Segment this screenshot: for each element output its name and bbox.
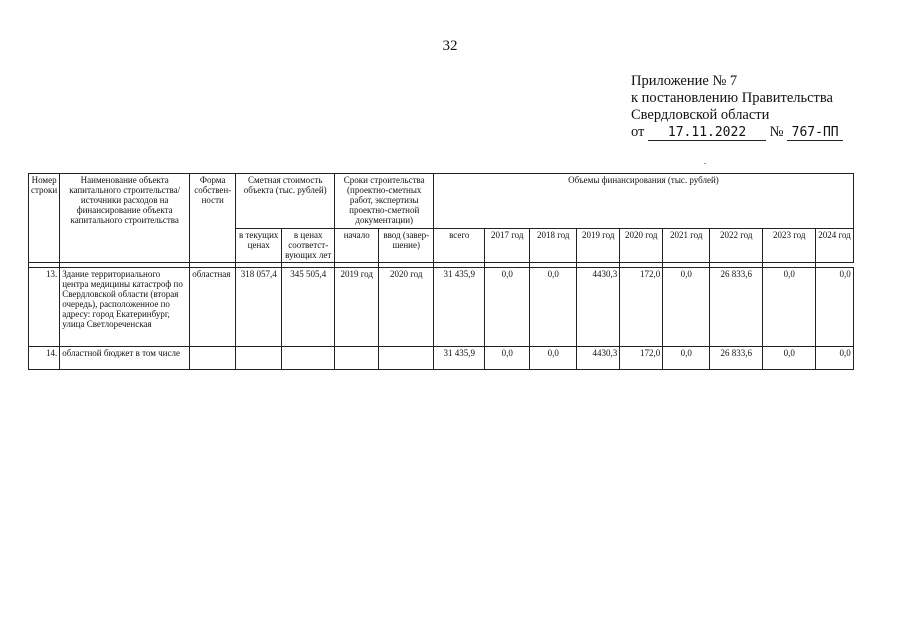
appendix-region-line: Свердловской области bbox=[631, 107, 770, 123]
object-name: Здание территориального центра медицины катастроф по Свердловской области (вторая очередь), расположенное по адресу: город Екатеринбург, улица Светлореченская bbox=[60, 268, 190, 347]
cost-current bbox=[236, 347, 282, 370]
header-year-2024: 2024 год bbox=[816, 229, 854, 263]
financing-total: 31 435,9 bbox=[434, 347, 485, 370]
financing-2021: 0,0 bbox=[663, 347, 710, 370]
header-year-2019: 2019 год bbox=[577, 229, 620, 263]
appendix-date-line bbox=[631, 124, 843, 141]
header-year-2023: 2023 год bbox=[763, 229, 816, 263]
table-row bbox=[29, 268, 854, 347]
cost-current: 318 057,4 bbox=[236, 268, 282, 347]
ownership-form: областная bbox=[190, 268, 236, 347]
header-cost-adjusted: в ценах соответст-вующих лет bbox=[282, 229, 335, 263]
header-object-name: Наименование объекта капитального строительства/ источники расходов на финансирование объекта капитального строительства bbox=[60, 174, 190, 263]
header-year-2021: 2021 год bbox=[663, 229, 710, 263]
financing-2020: 172,0 bbox=[620, 347, 663, 370]
resolution-number: 767-ПП bbox=[787, 126, 843, 141]
scan-speck bbox=[704, 163, 706, 164]
financing-2017: 0,0 bbox=[485, 347, 530, 370]
appendix-title: Приложение № 7 bbox=[631, 73, 738, 89]
ownership-form bbox=[190, 347, 236, 370]
header-construction-terms: Сроки строительства (проектно-сметных работ, экспертизы проектно-сметной документации) bbox=[335, 174, 434, 229]
header-term-commission: ввод (завер-шение) bbox=[379, 229, 434, 263]
header-financing: Объемы финансирования (тыс. рублей) bbox=[434, 174, 854, 229]
financing-2018: 0,0 bbox=[530, 268, 577, 347]
header-estimated-cost: Сметная стоимость объекта (тыс. рублей) bbox=[236, 174, 335, 229]
header-year-2020: 2020 год bbox=[620, 229, 663, 263]
financing-2021: 0,0 bbox=[663, 268, 710, 347]
header-year-2022: 2022 год bbox=[710, 229, 763, 263]
financing-2018: 0,0 bbox=[530, 347, 577, 370]
header-term-start: начало bbox=[335, 229, 379, 263]
appendix-header bbox=[631, 73, 843, 141]
financing-2023: 0,0 bbox=[763, 268, 816, 347]
financing-2024: 0,0 bbox=[816, 347, 854, 370]
appendix-resolution-line: к постановлению Правительства bbox=[631, 90, 833, 106]
financing-2020: 172,0 bbox=[620, 268, 663, 347]
header-row-1 bbox=[29, 174, 854, 229]
header-row-number: Номер строки bbox=[29, 174, 60, 263]
financing-2019: 4430,3 bbox=[577, 268, 620, 347]
table-row bbox=[29, 347, 854, 370]
financing-table bbox=[28, 173, 854, 370]
from-label: от bbox=[631, 124, 645, 140]
term-start: 2019 год bbox=[335, 268, 379, 347]
resolution-date: 17.11.2022 bbox=[648, 126, 766, 141]
object-name: областной бюджет в том числе bbox=[60, 347, 190, 370]
financing-total: 31 435,9 bbox=[434, 268, 485, 347]
header-ownership: Форма собствен-ности bbox=[190, 174, 236, 263]
term-end bbox=[379, 347, 434, 370]
number-label: № bbox=[769, 124, 784, 140]
header-year-2018: 2018 год bbox=[530, 229, 577, 263]
financing-2019: 4430,3 bbox=[577, 347, 620, 370]
row-number: 14. bbox=[29, 347, 60, 370]
financing-2023: 0,0 bbox=[763, 347, 816, 370]
term-start bbox=[335, 347, 379, 370]
header-cost-current: в текущих ценах bbox=[236, 229, 282, 263]
page-number: 32 bbox=[442, 38, 458, 54]
term-end: 2020 год bbox=[379, 268, 434, 347]
header-total: всего bbox=[434, 229, 485, 263]
cost-adjusted bbox=[282, 347, 335, 370]
financing-2022: 26 833,6 bbox=[710, 268, 763, 347]
financing-2017: 0,0 bbox=[485, 268, 530, 347]
cost-adjusted: 345 505,4 bbox=[282, 268, 335, 347]
header-year-2017: 2017 год bbox=[485, 229, 530, 263]
financing-2022: 26 833,6 bbox=[710, 347, 763, 370]
financing-2024: 0,0 bbox=[816, 268, 854, 347]
row-number: 13. bbox=[29, 268, 60, 347]
